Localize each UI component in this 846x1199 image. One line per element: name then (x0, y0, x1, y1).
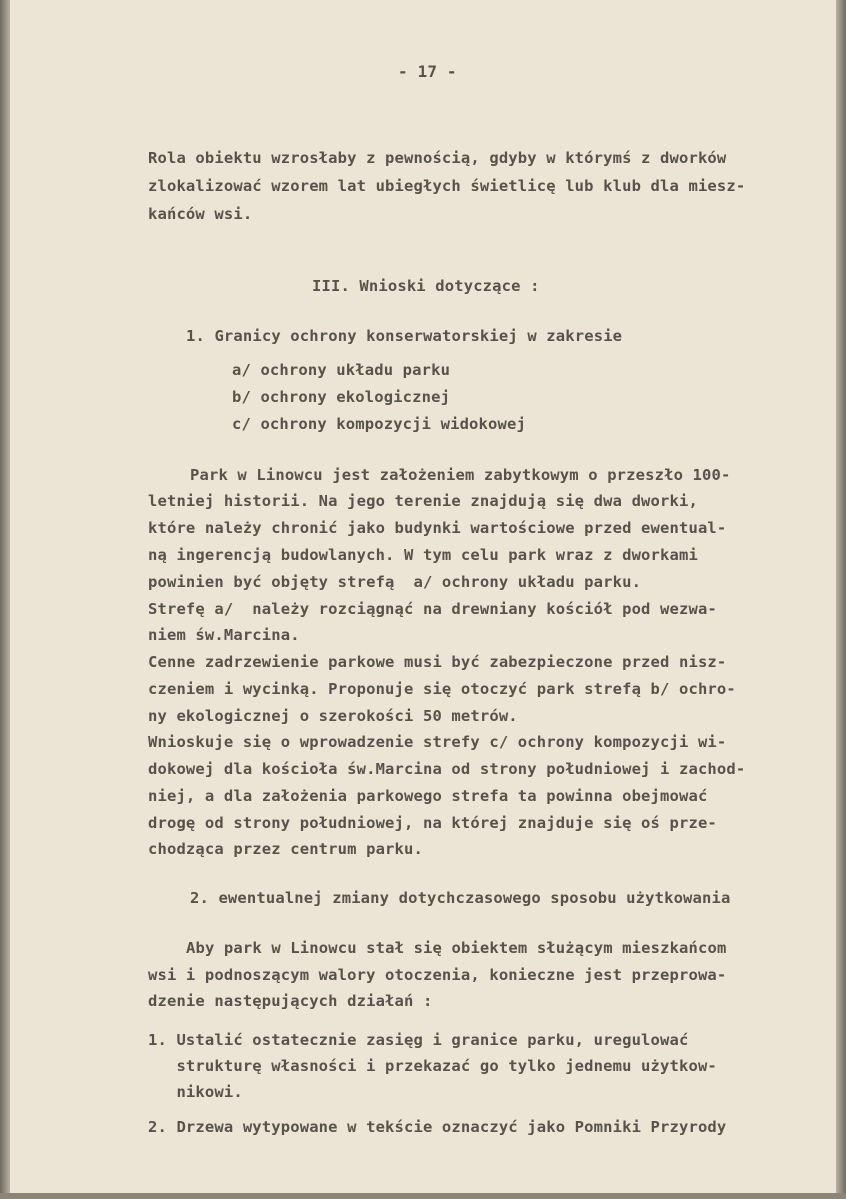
item2-heading: 2. ewentualnej zmiany dotychczasowego sposobu użytkowania (190, 889, 731, 907)
intro-line: zlokalizować wzorem lat ubiegłych świetlicę lub klub dla miesz- (148, 177, 746, 195)
body1-line: niem św.Marcina. (148, 626, 300, 644)
action-item: 2. Drzewa wytypowane w tekście oznaczyć jako Pomniki Przyrody (148, 1118, 727, 1136)
body1-line: Strefę a/ należy rozciągnąć na drewniany kościół pod wezwa- (148, 600, 717, 618)
item1-option: a/ ochrony układu parku (232, 361, 451, 379)
item1-option: b/ ochrony ekologicznej (232, 388, 451, 406)
body1-line: Wnioskuje się o wprowadzenie strefy c/ ochrony kompozycji wi- (148, 733, 727, 751)
body1-line: drogę od strony południowej, na której znajduje się oś prze- (148, 814, 717, 832)
body1-line: letniej historii. Na jego terenie znajdują się dwa dworki, (148, 492, 698, 510)
scan-left-edge (0, 0, 10, 1199)
body2-line: dzenie następujących działań : (148, 992, 433, 1010)
page-number: - 17 - (398, 62, 457, 81)
body1-line: które należy chronić jako budynki wartościowe przed ewentual- (148, 519, 727, 537)
body1-line: Cenne zadrzewienie parkowe musi być zabezpieczone przed nisz- (148, 653, 727, 671)
body2-line: wsi i podnoszącym walory otoczenia, konieczne jest przeprowa- (148, 966, 727, 984)
action-item: nikowi. (148, 1083, 243, 1101)
body1-line: ną ingerencją budowlanych. W tym celu park wraz z dworkami (148, 546, 698, 564)
body1-line: powinien być objęty strefą a/ ochrony układu parku. (148, 573, 642, 591)
body1-line: niej, a dla założenia parkowego strefa ta powinna obejmować (148, 787, 708, 805)
body1-line: ny ekologicznej o szerokości 50 metrów. (148, 707, 518, 725)
body1-line: czeniem i wycinką. Proponuje się otoczyć park strefą b/ ochro- (148, 680, 736, 698)
section-heading: III. Wnioski dotyczące : (312, 277, 540, 295)
scan-bottom-edge (0, 1193, 846, 1199)
body1-line: chodząca przez centrum parku. (148, 840, 423, 858)
item1-option: c/ ochrony kompozycji widokowej (232, 415, 526, 433)
intro-line: Rola obiektu wzrosłaby z pewnością, gdyby w którymś z dworków (148, 149, 727, 167)
scan-right-edge (836, 0, 846, 1199)
action-item: strukturę własności i przekazać go tylko jednemu użytkow- (148, 1057, 717, 1075)
action-item: 1. Ustalić ostatecznie zasięg i granice parku, uregulować (148, 1031, 689, 1049)
item1-heading: 1. Granicy ochrony konserwatorskiej w zakresie (186, 327, 623, 345)
body1-line: Park w Linowcu jest założeniem zabytkowym o przeszło 100- (190, 466, 731, 484)
body1-line: dokowej dla kościoła św.Marcina od strony południowej i zachod- (148, 760, 746, 778)
intro-line: kańców wsi. (148, 205, 253, 223)
body2-line: Aby park w Linowcu stał się obiektem służącym mieszkańcom (186, 939, 727, 957)
